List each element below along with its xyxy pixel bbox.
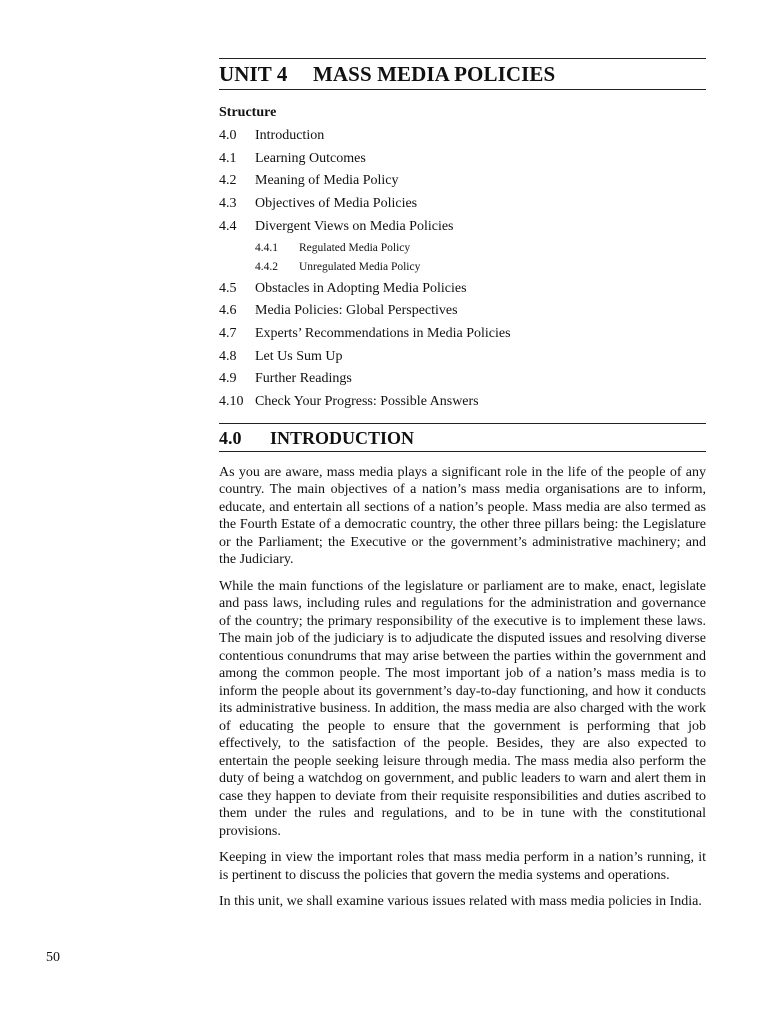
toc-item	[219, 216, 706, 239]
toc-item	[219, 368, 706, 391]
table-of-contents	[219, 125, 706, 414]
toc-label: Divergent Views on Media Policies	[255, 218, 454, 234]
body-paragraph: While the main functions of the legislature or parliament are to make, enact, legislate and pass laws, including rules and regulations for the administration and governance of the country; the primary responsibility of the executive is to implement these laws. The main job of the judiciary is to adjudicate the disputed issues and resolving diverse contentious conundrums that may arise between the parties within the government and among the common people. The most important job of a nation’s mass media is to inform the people about its government’s day-to-day functioning, and how it conducts its administrative business. In addition, the mass media are also charged with the work of educating the people to ensure that the government is performing that job effectively, to the satisfaction of the people. Besides, they are also expected to entertain the people seeking leisure through media. The mass media also perform the duty of being a watchdog on government, and public leaders to warn and alert them in case they happen to deviate from their requisite responsibilities and duties ascribed to them under the rules and regulations, and to be in tune with the constitutional provisions.	[219, 578, 706, 839]
body-paragraph: In this unit, we shall examine various issues related with mass media policies in India.	[219, 894, 702, 910]
section-title: INTRODUCTION	[270, 427, 415, 448]
toc-number: 4.9	[219, 371, 237, 387]
toc-item	[219, 125, 706, 148]
toc-number: 4.8	[219, 348, 237, 364]
toc-number: 4.3	[219, 196, 237, 212]
section-heading	[219, 424, 706, 451]
body-paragraph: As you are aware, mass media plays a significant role in the life of the people of any country. The main objectives of a nation’s mass media organisations are to inform, educate, and entertain all sections of a nation’s people. Mass media are also termed as the Fourth Estate of a democratic country, the other three pillars being: the Legislature or the Parliament; the Executive or the government’s administrative machinery; and the Judiciary.	[219, 464, 706, 568]
toc-number: 4.7	[219, 325, 237, 341]
toc-label: Experts’ Recommendations in Media Policies	[255, 325, 511, 341]
unit-name: MASS MEDIA POLICIES	[313, 62, 556, 86]
toc-label: Introduction	[255, 128, 325, 143]
toc-label: Objectives of Media Policies	[255, 196, 418, 212]
toc-label: Meaning of Media Policy	[255, 173, 399, 189]
toc-item	[219, 148, 706, 171]
unit-number: UNIT 4	[219, 62, 288, 86]
toc-label: Obstacles in Adopting Media Policies	[255, 280, 467, 296]
toc-label: Unregulated Media Policy	[299, 261, 421, 274]
body-paragraph: Keeping in view the important roles that mass media perform in a nation’s running, it is pertinent to discuss the policies that govern the media systems and operations.	[219, 850, 706, 883]
toc-number: 4.4	[219, 218, 237, 234]
section-bottom-rule	[219, 451, 706, 452]
toc-label: Media Policies: Global Perspectives	[255, 303, 458, 319]
toc-label: Regulated Media Policy	[299, 241, 411, 254]
toc-item	[219, 391, 706, 414]
toc-item	[219, 278, 706, 301]
page-content	[219, 58, 706, 920]
toc-subitem	[219, 239, 706, 259]
toc-number: 4.6	[219, 303, 237, 319]
structure-heading: Structure	[219, 105, 277, 120]
toc-label: Learning Outcomes	[255, 150, 366, 166]
section-number: 4.0	[219, 427, 242, 448]
toc-item	[219, 193, 706, 216]
toc-number: 4.0	[219, 128, 237, 143]
toc-item	[219, 170, 706, 193]
toc-number: 4.4.2	[255, 261, 278, 274]
toc-label: Check Your Progress: Possible Answers	[255, 394, 479, 410]
toc-number: 4.4.1	[255, 241, 278, 254]
toc-item	[219, 323, 706, 346]
toc-number: 4.2	[219, 173, 237, 189]
unit-title-underline	[219, 89, 706, 90]
toc-label: Let Us Sum Up	[255, 348, 343, 364]
toc-number: 4.10	[219, 394, 244, 410]
page-number: 50	[46, 950, 60, 965]
toc-item	[219, 300, 706, 323]
unit-title	[219, 59, 706, 89]
toc-number: 4.5	[219, 280, 237, 296]
toc-subitem	[219, 258, 706, 278]
toc-number: 4.1	[219, 150, 237, 166]
toc-label: Further Readings	[255, 371, 352, 387]
toc-item	[219, 346, 706, 369]
